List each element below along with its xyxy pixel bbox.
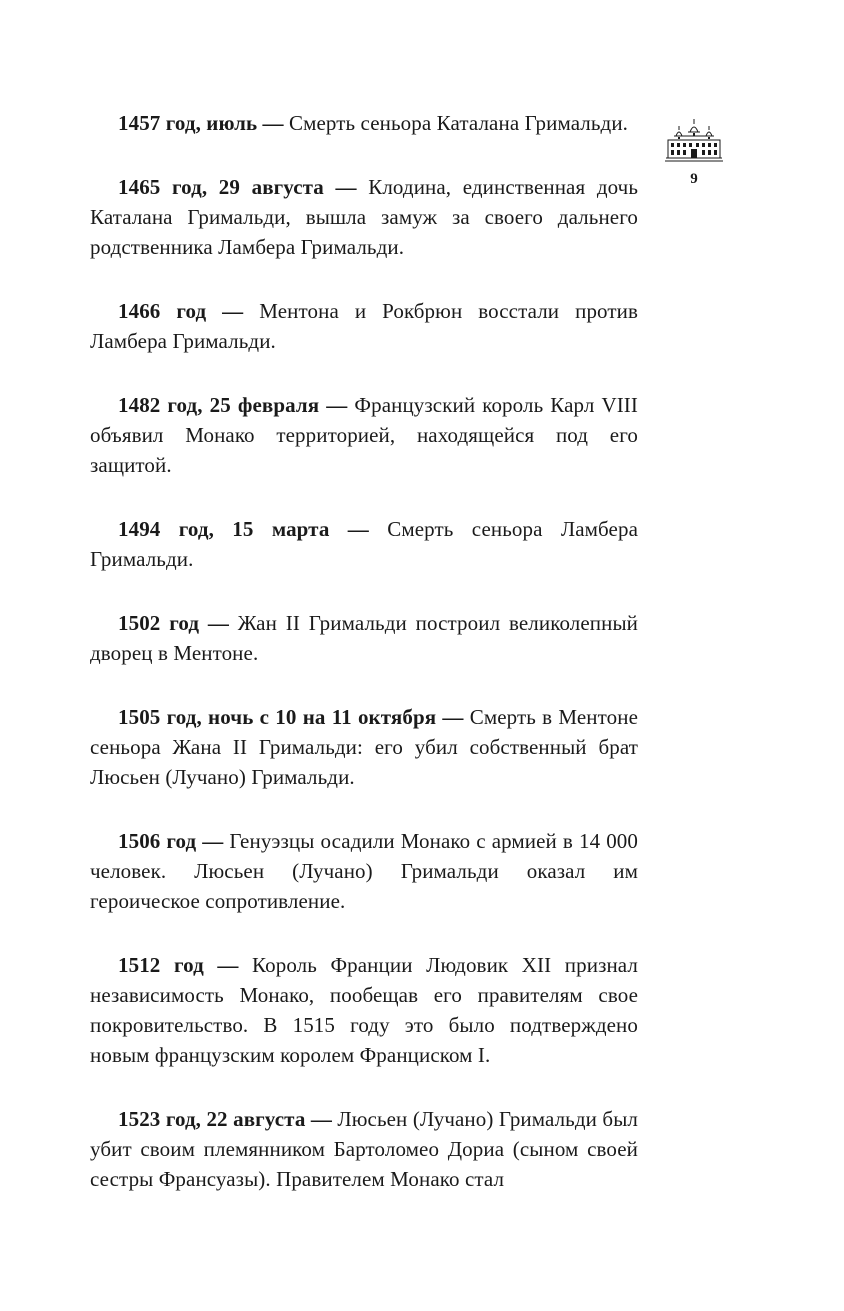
entry-date: 1494 год, 15 марта — (118, 517, 369, 541)
entry-date: 1505 год, ночь с 10 на 11 октября — (118, 705, 464, 729)
entry-date: 1512 год — (118, 953, 239, 977)
chronology-entry (90, 702, 638, 792)
page-marker (664, 118, 724, 188)
entry-date: 1465 год, 29 августа — (118, 175, 357, 199)
entry-text: Люсьен (Лучано) Гримальди был убит своим племянником Бартоломео Дориа (сыном своей сестры Франсуазы). Правителем Монако стал (90, 1107, 638, 1191)
entry-text: Клодина, единственная дочь Каталана Гримальди, вышла замуж за своего дальнего родственника Ламбера Гримальди. (90, 175, 638, 259)
entry-text: Смерть в Ментоне сеньора Жана II Гримальди: его убил собственный брат Люсьен (Лучано) Гримальди. (90, 705, 639, 789)
entry-date: 1482 год, 25 февраля — (118, 393, 348, 417)
entry-text: Король Франции Людовик XII признал независимость Монако, пообещав его правителям свое покровительство. В 1515 году это было подтверждено новым французским королем Франциском I. (90, 953, 638, 1067)
entry-date: 1506 год — (118, 829, 224, 853)
chronology-entry (90, 172, 638, 262)
page-number: 9 (690, 171, 698, 187)
entry-text: Генуэзцы осадили Монако с армией в 14 000 человек. Люсьен (Лучано) Гримальди оказал им героическое сопротивление. (90, 829, 638, 913)
entry-text: Смерть сеньора Каталана Гримальди. (283, 111, 629, 135)
chronology-entry (90, 1104, 638, 1194)
chronology-entry (90, 390, 638, 480)
chronology-entry (90, 826, 638, 916)
entry-date: 1523 год, 22 августа — (118, 1107, 332, 1131)
entry-date: 1502 год — (118, 611, 229, 635)
chronology-entry (90, 108, 638, 138)
chronology-entry (90, 608, 638, 668)
entry-date: 1457 год, июль — (118, 111, 284, 135)
entry-date: 1466 год — (118, 299, 244, 323)
chronology-entry (90, 514, 638, 574)
chronology-text (90, 108, 638, 1228)
palace-icon (664, 118, 724, 162)
entry-text: Смерть сеньора Ламбера Гримальди. (90, 517, 638, 571)
entry-text: Французский король Карл VIII объявил Монако территорией, находящейся под его защитой. (90, 393, 638, 477)
entry-text: Жан II Гримальди построил великолепный дворец в Ментоне. (90, 611, 639, 665)
entry-text: Ментона и Рокбрюн восстали против Ламбера Гримальди. (90, 299, 639, 353)
chronology-entry (90, 950, 638, 1070)
chronology-entry (90, 296, 638, 356)
